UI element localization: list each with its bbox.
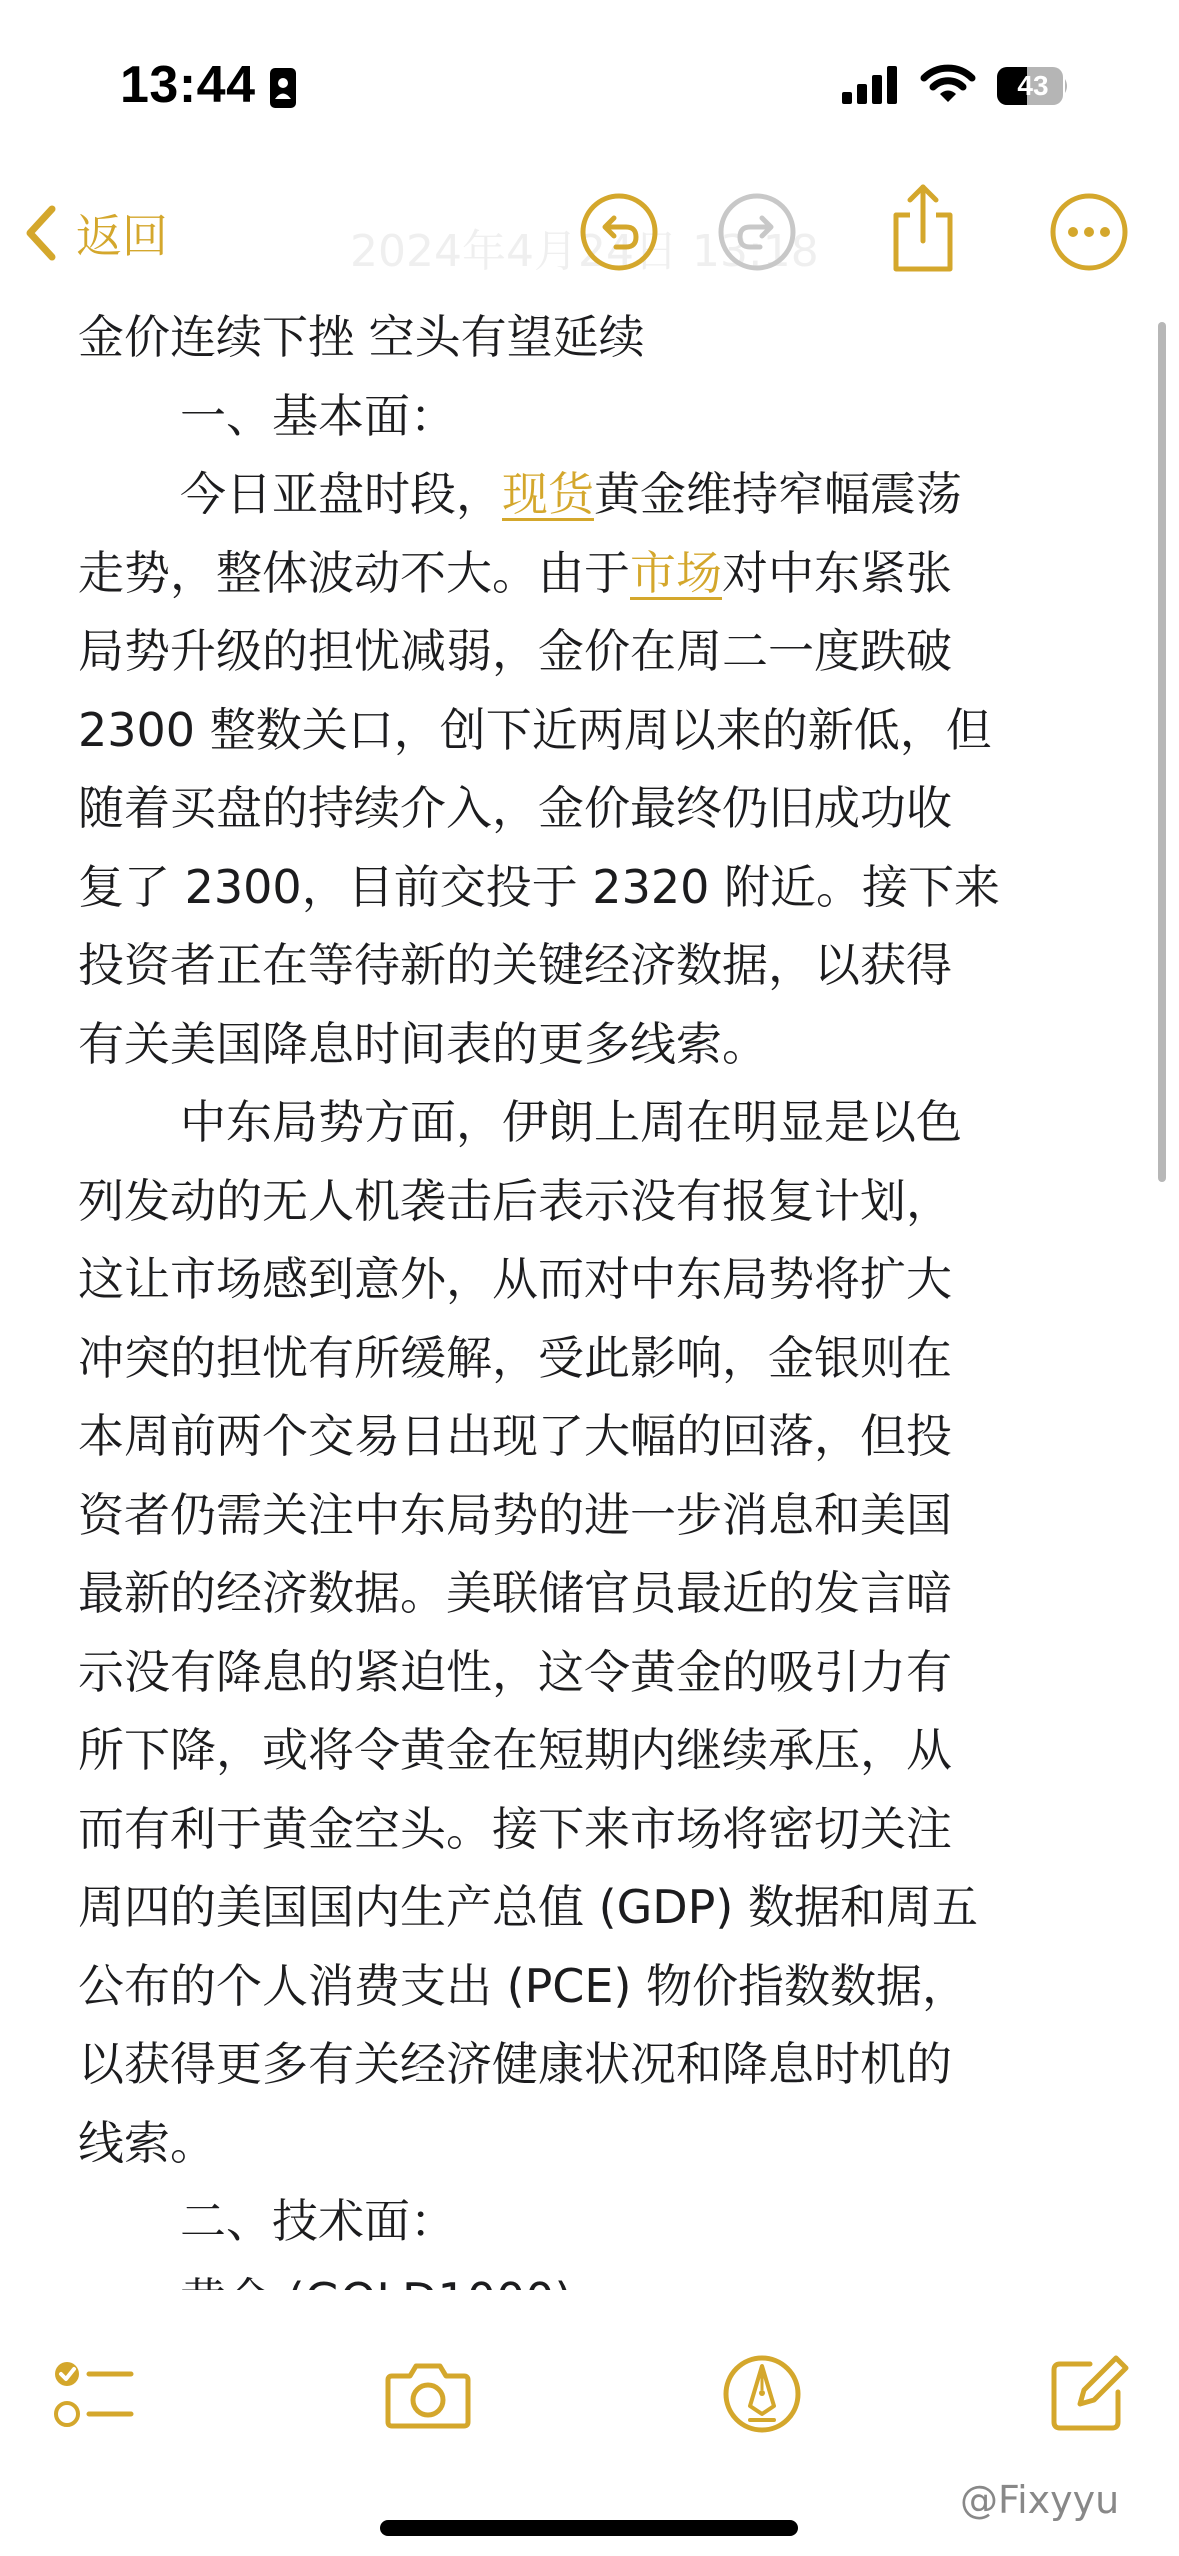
camera-icon: [380, 2346, 476, 2442]
note-line: 复了 2300，目前交投于 2320 附近。接下来: [78, 859, 1000, 914]
spot-link[interactable]: 现货: [502, 467, 594, 521]
note-line: 本周前两个交易日出现了大幅的回落，但投: [78, 1409, 952, 1463]
more-icon: [1046, 189, 1132, 275]
note-line: 2300 整数关口，创下近两周以来的新低，但: [78, 702, 992, 757]
note-line: 列发动的无人机袭击后表示没有报复计划，: [78, 1173, 952, 1228]
note-line: 线索。: [78, 2115, 216, 2170]
note-line: 随着买盘的持续介入，金价最终仍旧成功收: [78, 781, 952, 835]
note-line: 周四的美国国内生产总值 (GDP) 数据和周五: [78, 1880, 978, 1934]
compose-button[interactable]: [1040, 2346, 1136, 2442]
section-heading: 二、技术面：: [180, 2194, 456, 2248]
note-line: 冲突的担忧有所缓解，受此影响，金银则在: [78, 1330, 952, 1385]
note-line: 所下降，或将令黄金在短期内继续承压，从: [78, 1723, 952, 1777]
status-bar: [0, 0, 1179, 150]
note-body[interactable]: [78, 298, 1098, 2298]
note-line: 今日亚盘时段，现货黄金维持窄幅震荡: [180, 467, 962, 521]
compose-icon: [1040, 2346, 1136, 2442]
undo-button[interactable]: [576, 189, 662, 275]
note-line: 资者仍需关注中东局势的进一步消息和美国: [78, 1487, 952, 1542]
note-line: 局势升级的担忧减弱，金价在周二一度跌破: [78, 624, 952, 678]
id-card-icon: [270, 68, 296, 108]
checklist-icon: [45, 2346, 141, 2442]
checklist-button[interactable]: [45, 2346, 141, 2442]
back-label: 返回: [76, 209, 168, 263]
note-line: 投资者正在等待新的关键经济数据，以获得: [78, 938, 952, 992]
note-line: 最新的经济数据。美联储官员最近的发言暗: [78, 1566, 952, 1620]
note-line: 这让市场感到意外，从而对中东局势将扩大: [78, 1252, 952, 1306]
section-heading: 一、基本面：: [180, 388, 456, 443]
status-time: 13:44: [120, 56, 256, 114]
share-icon: [880, 181, 966, 277]
note-line: 示没有降息的紧迫性，这令黄金的吸引力有: [78, 1644, 952, 1699]
share-button[interactable]: [880, 181, 966, 267]
bottom-toolbar: [0, 2290, 1179, 2556]
wifi-icon: [920, 64, 976, 104]
camera-button[interactable]: [380, 2346, 476, 2442]
scroll-indicator[interactable]: [1158, 322, 1166, 1182]
markup-button[interactable]: [714, 2346, 810, 2442]
redo-icon: [714, 189, 800, 275]
undo-icon: [576, 189, 662, 275]
note-title: 金价连续下挫 空头有望延续: [78, 310, 645, 364]
note-line: 而有利于黄金空头。接下来市场将密切关注: [78, 1801, 952, 1856]
back-button[interactable]: [22, 193, 168, 273]
battery-level: 43: [1017, 70, 1049, 101]
redo-button[interactable]: [714, 189, 800, 275]
watermark: @Fixyyu: [960, 2478, 1120, 2522]
note-line: 以获得更多有关经济健康状况和降息时机的: [78, 2037, 952, 2091]
more-button[interactable]: [1046, 189, 1132, 275]
note-toolbar: [0, 175, 1179, 285]
note-line: 走势，整体波动不大。由于市场对中东紧张: [78, 545, 952, 600]
faded-note-date: 2024年4月24日 13:18: [350, 226, 819, 277]
home-indicator[interactable]: [380, 2520, 798, 2536]
signal-icon: [842, 66, 900, 104]
market-link[interactable]: 市场: [630, 545, 722, 600]
markup-pen-icon: [714, 2346, 810, 2442]
chevron-left-icon: [22, 204, 58, 262]
note-line: 中东局势方面，伊朗上周在明显是以色: [180, 1095, 962, 1149]
note-line: 公布的个人消费支出 (PCE) 物价指数数据，: [78, 1958, 969, 2013]
note-line: 有关美国降息时间表的更多线索。: [78, 1016, 768, 1071]
